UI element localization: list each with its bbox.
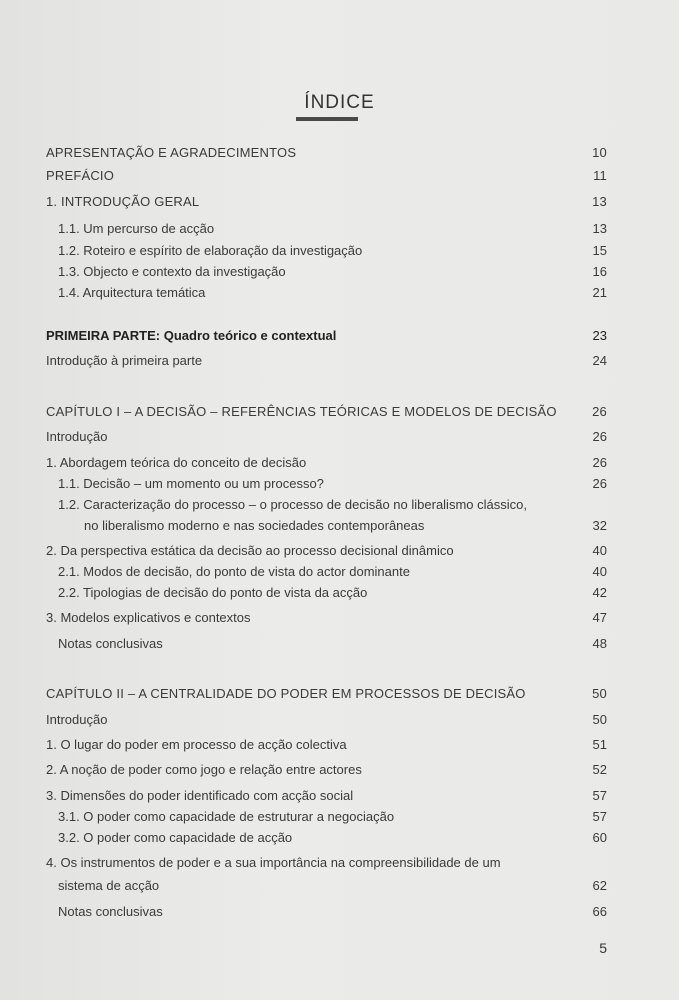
page-title: ÍNDICE <box>304 92 375 113</box>
book-page: ÍNDICE APRESENTAÇÃO E AGRADECIMENTOS 10 PREFÁCIO 11 1. INTRODUÇÃO GERAL 13 1.1. Um percurso de acção 13 1.2. Roteiro e espírito de elaboração da investigação 15 1.3. Objecto e contexto da investigação 16 1.4. Arquitectura temática 21 PRIMEIRA PARTE: Quadro teórico e contextual 23 Introdução à primeira parte 24 CAPÍTULO I – A DECISÃO – REFERÊNCIAS TEÓRICAS E MODELOS DE DECISÃO 26 Introdução 26 1. Abordagem teórica do conceito de decisão 26 1.1. Decisão – um momento ou um processo? 26 1.2. Caracterização do processo – o processo de decisão no liberalismo clássico, no liberalismo moderno e nas sociedades contemporâneas 32 2. Da perspectiva estática da decisão ao processo decisional dinâmico 40 2.1. Modos de decisão, do ponto de vista do actor dominante 40 2.2. Tipologias de decisão do ponto de vista da acção 42 3. Modelos explicativos e contextos 47 Notas conclusivas 48 CAPÍTULO II – A CENTRALIDADE DO PODER EM PROCESSOS DE DECISÃO 50 Introdução 50 1. O lugar do poder em processo de acção colectiva 51 2. A noção de poder como jogo e relação entre actores 52 3. Dimensões do poder identificado com acção social 57 3.1. O poder como capacidade de estruturar a negociação 57 3.2. O poder como capacidade de acção 60 4. Os instrumentos de poder e a sua importância na compreensibilidade de um sistema de acção 62 Notas conclusivas 66 5 <box>0 0 679 1000</box>
page-number: 5 <box>599 940 607 956</box>
title-underline <box>296 117 358 121</box>
